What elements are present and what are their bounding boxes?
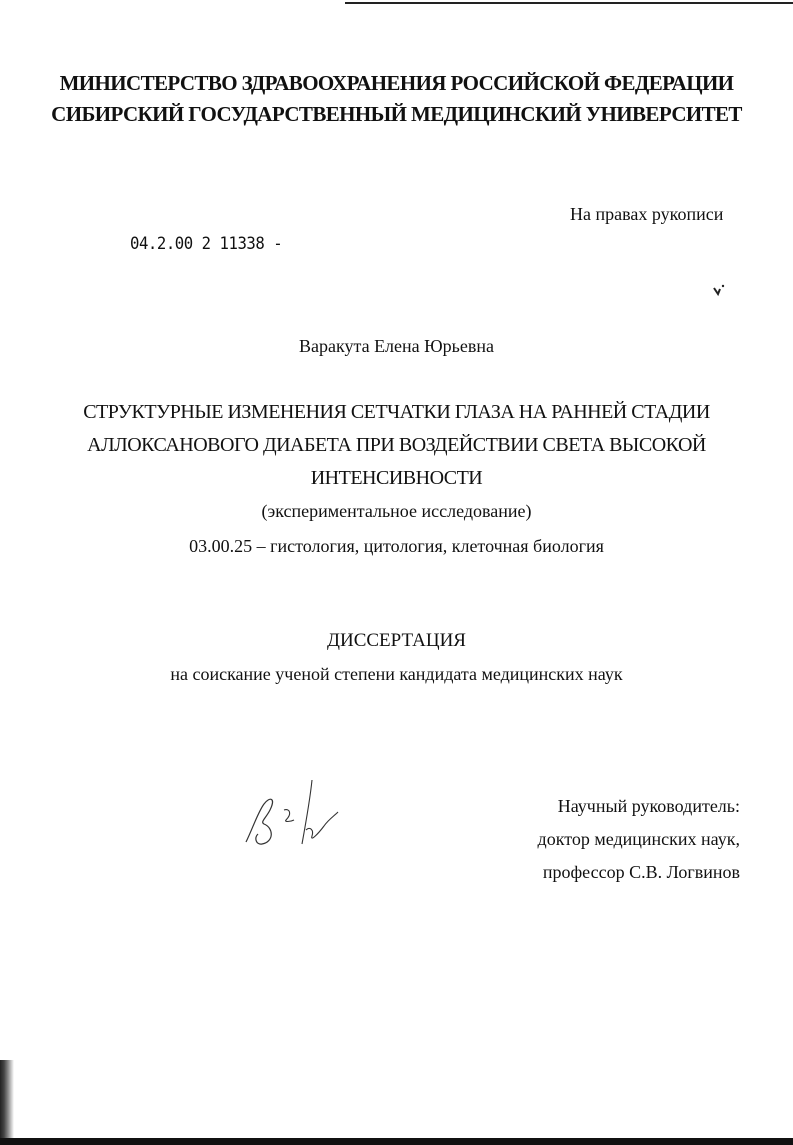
scan-edge-left — [0, 1060, 14, 1145]
study-type: (экспериментальное исследование) — [261, 501, 532, 521]
title-line-2: АЛЛОКСАНОВОГО ДИАБЕТА ПРИ ВОЗДЕЙСТВИИ СВЕТА ВЫСОКОЙ — [87, 434, 706, 456]
author-name: Варакута Елена Юрьевна — [299, 336, 494, 356]
supervisor-label: Научный руководитель: — [557, 796, 740, 816]
manuscript-note: На правах рукописи — [570, 204, 724, 224]
title-line-1: СТРУКТУРНЫЕ ИЗМЕНЕНИЯ СЕТЧАТКИ ГЛАЗА НА РАННЕЙ СТАДИИ — [83, 401, 710, 423]
document-type: ДИССЕРТАЦИЯ — [327, 630, 466, 651]
university-heading: СИБИРСКИЙ ГОСУДАРСТВЕННЫЙ МЕДИЦИНСКИЙ УНИВЕРСИТЕТ — [51, 102, 742, 126]
scan-edge-bottom — [0, 1138, 793, 1145]
degree-line: на соискание ученой степени кандидата медицинских наук — [170, 664, 623, 684]
ministry-heading: МИНИСТЕРСТВО ЗДРАВООХРАНЕНИЯ РОССИЙСКОЙ ФЕДЕРАЦИИ — [59, 71, 734, 95]
title-line-3: ИНТЕНСИВНОСТИ — [310, 467, 483, 489]
handwritten-signature-icon — [240, 770, 345, 850]
specialty-code: 03.00.25 – гистология, цитология, клеточная биология — [189, 536, 604, 556]
scan-edge-top — [345, 2, 793, 4]
supervisor-name: профессор С.В. Логвинов — [542, 862, 740, 882]
supervisor-degree: доктор медицинских наук, — [537, 829, 740, 849]
library-stamp-number: 04.2.00 2 11338 - — [130, 234, 283, 254]
ink-mark-icon — [712, 283, 726, 297]
